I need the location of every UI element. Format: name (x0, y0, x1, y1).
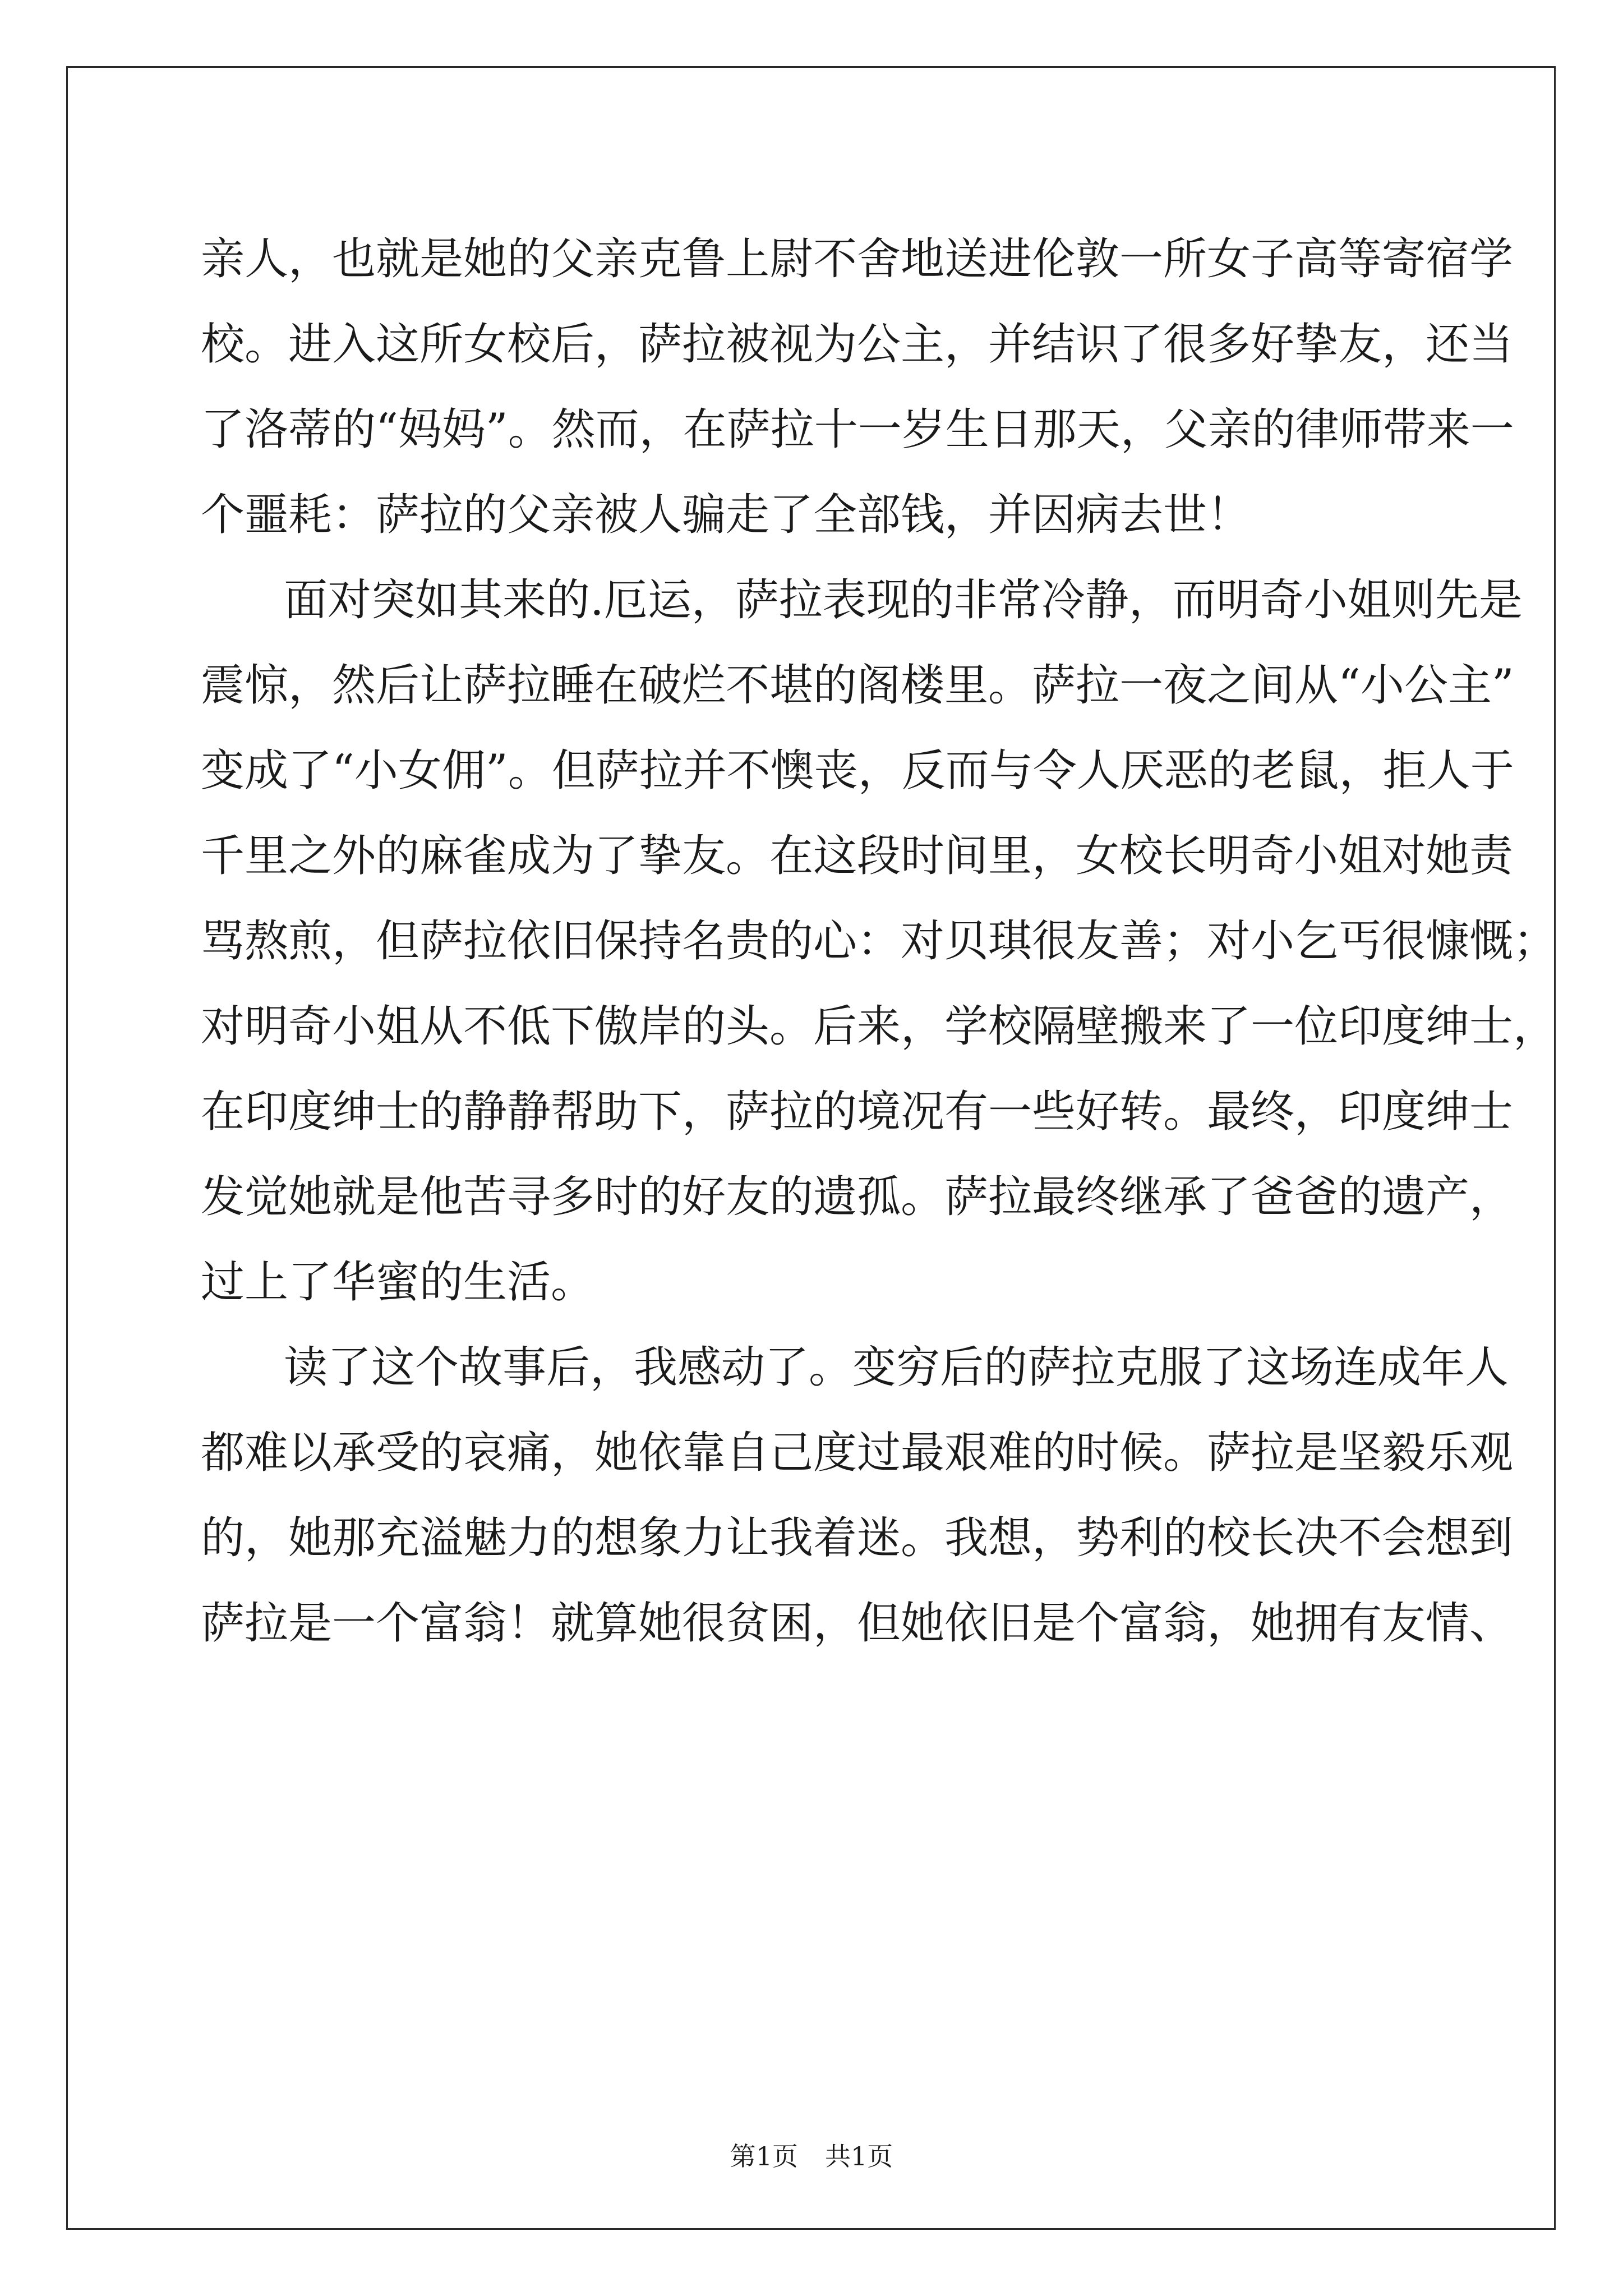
text-line: 对明奇小姐从不低下傲岸的头。后来，学校隔壁搬来了一位印度绅士， (201, 1001, 1557, 1052)
text-line: 在印度绅士的静静帮助下，萨拉的境况有一些好转。最终，印度绅士 (201, 1087, 1514, 1137)
text-line: 过上了华蜜的生活。 (201, 1257, 595, 1308)
text-line: 都难以承受的哀痛，她依靠自己度过最艰难的时候。萨拉是坚毅乐观 (201, 1428, 1514, 1478)
text-line: 萨拉是一个富翁！就算她很贫困，但她依旧是个富翁，她拥有友情、 (201, 1598, 1514, 1649)
paragraph (201, 558, 1557, 1325)
text-line: 面对突如其来的.厄运，萨拉表现的非常冷静，而明奇小姐则先是 (284, 575, 1523, 625)
document-body (201, 217, 1557, 1666)
text-line: 千里之外的麻雀成为了挚友。在这段时间里，女校长明奇小姐对她责 (201, 831, 1514, 881)
text-line: 校。进入这所女校后，萨拉被视为公主，并结识了很多好挚友，还当 (201, 319, 1514, 370)
text-line: 震惊，然后让萨拉睡在破烂不堪的阁楼里。萨拉一夜之间从“小公主” (201, 660, 1514, 711)
text-line: 发觉她就是他苦寻多时的好友的遗孤。萨拉最终继承了爸爸的遗产， (201, 1172, 1514, 1222)
paragraph (201, 1325, 1514, 1666)
text-line: 个噩耗：萨拉的父亲被人骗走了全部钱，并因病去世！ (201, 490, 1251, 540)
paragraph (201, 217, 1514, 558)
text-line: 了洛蒂的“妈妈”。然而，在萨拉十一岁生日那天，父亲的律师带来一 (201, 404, 1514, 455)
text-line: 读了这个故事后，我感动了。变穷后的萨拉克服了这场连成年人 (284, 1342, 1509, 1393)
text-line: 变成了“小女佣”。但萨拉并不懊丧，反而与令人厌恶的老鼠，拒人于 (201, 746, 1514, 796)
text-line: 的，她那充溢魅力的想象力让我着迷。我想，势利的校长决不会想到 (201, 1513, 1514, 1563)
page-total: 共1页 (825, 2141, 893, 2171)
text-line: 骂熬煎，但萨拉依旧保持名贵的心：对贝琪很友善；对小乞丐很慷慨； (201, 916, 1557, 967)
text-line: 亲人，也就是她的父亲克鲁上尉不舍地送进伦敦一所女子高等寄宿学 (201, 234, 1514, 284)
page-number: 第1页 (730, 2141, 798, 2171)
page-footer (0, 2139, 1623, 2173)
